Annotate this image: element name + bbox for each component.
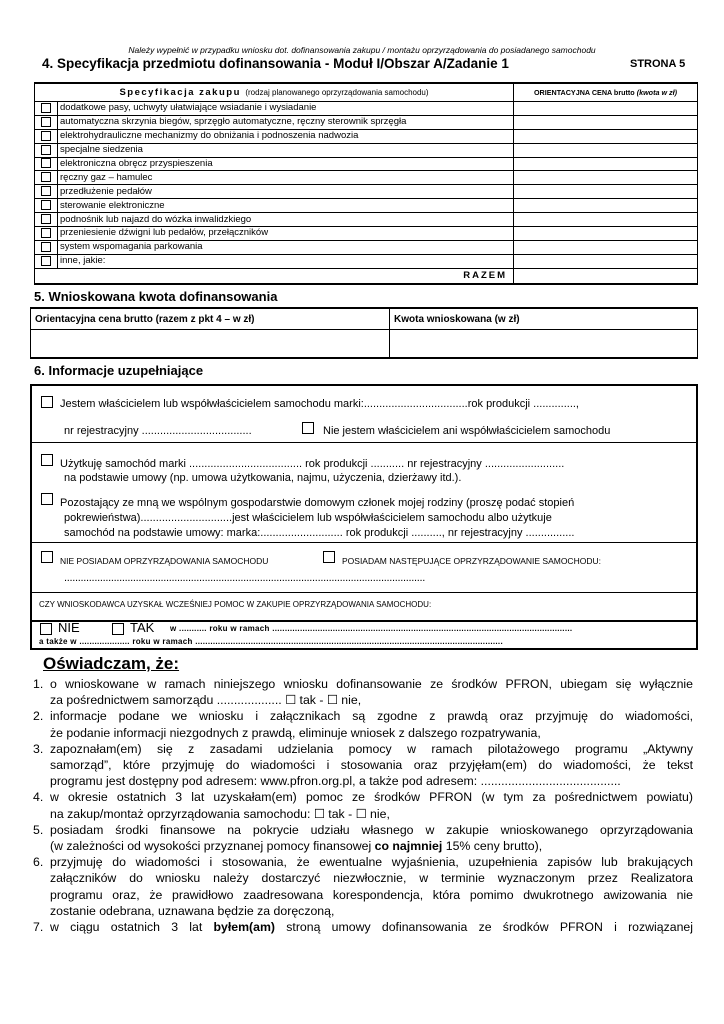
spec-item-label: elektrohydrauliczne mechanizmy do obniżania i podnoszenia nadwozia (58, 129, 514, 143)
spec-price-cell[interactable] (514, 115, 698, 129)
prior-yes-label: TAK (130, 620, 155, 635)
prior-yes-checkbox[interactable] (112, 623, 124, 635)
owner-line1: Jestem właścicielem lub współwłaścicielem samochodu marki:..................................rok produkcji .............., (60, 398, 579, 410)
spec-price-cell[interactable] (514, 199, 698, 213)
spec-col-header: Specyfikacja zakupu (rodzaj planowanego oprzyrządowania samochodu) (35, 83, 514, 102)
supplementary-info-box (30, 384, 698, 650)
spec-item-label: system wspomagania parkowania (58, 240, 514, 254)
checkbox[interactable] (41, 242, 51, 252)
section5-title: 5. Wnioskowana kwota dofinansowania (34, 289, 278, 304)
checkbox[interactable] (41, 200, 51, 210)
spec-item-label: specjalne siedzenia (58, 143, 514, 157)
declaration-item: 5. posiadam środki finansowe na pokrycie udziału własnego w zakupie wnioskowanego oprzyrządowania (w zależności od wysokości przyznanej pomocy finansowej co najmniej 15% ceny brutto), (33, 822, 693, 854)
spec-price-cell[interactable] (514, 254, 698, 268)
spec-checkbox-cell[interactable] (35, 199, 58, 213)
spec-price-cell[interactable] (514, 213, 698, 227)
spec-price-cell[interactable] (514, 157, 698, 171)
prior-line1[interactable]: w ........... roku w ramach ....................................................................................................................... (170, 624, 573, 633)
spec-item-label: automatyczna skrzynia biegów, sprzęgło automatyczne, ręczny sterownik sprzęgła (58, 115, 514, 129)
spec-table (34, 82, 698, 285)
spec-item-label: elektroniczna obręcz przyspieszenia (58, 157, 514, 171)
spec-item-label: przeniesienie dźwigni lub pedałów, przełączników (58, 227, 514, 241)
spec-item-label: przedłużenie pedałów (58, 185, 514, 199)
not-owner-checkbox[interactable] (302, 422, 314, 434)
spec-checkbox-cell[interactable] (35, 171, 58, 185)
section6-title: 6. Informacje uzupełniające (34, 363, 204, 378)
total-label: RAZEM (35, 268, 514, 284)
prior-line2[interactable]: a także w .................... roku w ramach .......................................................................................................................... (39, 637, 503, 646)
equipment-dotted-line[interactable]: ................................................................................................................................... (64, 572, 426, 584)
family-checkbox[interactable] (41, 493, 53, 505)
page-number: STRONA 5 (630, 58, 686, 70)
spec-checkbox-cell[interactable] (35, 102, 58, 116)
checkbox[interactable] (41, 131, 51, 141)
declaration-item: 7. w ciągu ostatnich 3 lat byłem(am) stroną umowy dofinansowania ze środków PFRON i rozwiązanej (33, 920, 693, 935)
spec-row (35, 199, 698, 213)
spec-row (35, 157, 698, 171)
requested-amount-cell[interactable] (390, 330, 698, 359)
spec-row (35, 115, 698, 129)
section4-title: 4. Specyfikacja przedmiotu dofinansowania - Moduł I/Obszar A/Zadanie 1 (42, 56, 509, 71)
spec-row (35, 213, 698, 227)
spec-price-cell[interactable] (514, 227, 698, 241)
total-value-cell[interactable] (514, 268, 698, 284)
spec-row (35, 102, 698, 116)
pfron-link[interactable]: www.pfron.org.pl (260, 774, 353, 789)
family-line2: pokrewieństwa)..............................jest właścicielem lub współwłaścicielem samochodu albo użytkuje (64, 512, 552, 524)
gross-price-header: Orientacyjna cena brutto (razem z pkt 4 – w zł) (31, 308, 390, 330)
not-owner-label: Nie jestem właścicielem ani współwłaścicielem samochodu (323, 425, 611, 437)
prior-no-checkbox[interactable] (40, 623, 52, 635)
user-line1: Użytkuję samochód marki ..................................... rok produkcji ........... nr rejestracyjny .......................... (60, 458, 565, 470)
declaration-title: Oświadczam, że: (43, 654, 180, 673)
declaration-item: 3. zapoznałam(em) się z zasadami udzielania pomocy w ramach pilotażowego programu „Aktywny samorząd”, które przyjmuję do wiadomości i stosowania oraz przyjęłam(em) do wiadomości, że tekst programu jest dostępny pod adresem: www.pfron.org.pl, a także pod adresem: ......................................... (33, 741, 693, 789)
checkbox[interactable] (41, 256, 51, 266)
family-line3: samochód na podstawie umowy: marka:........................... rok produkcji .........., nr rejestracyjny ................ (64, 527, 575, 539)
checkbox[interactable] (41, 172, 51, 182)
gross-price-cell[interactable] (31, 330, 390, 359)
amount-table (30, 307, 698, 359)
spec-price-cell[interactable] (514, 240, 698, 254)
spec-row (35, 227, 698, 241)
spec-price-cell[interactable] (514, 102, 698, 116)
spec-checkbox-cell[interactable] (35, 185, 58, 199)
spec-checkbox-cell[interactable] (35, 240, 58, 254)
checkbox[interactable] (41, 145, 51, 155)
spec-checkbox-cell[interactable] (35, 115, 58, 129)
family-line1: Pozostający ze mną we wspólnym gospodarstwie domowym członek mojej rodziny (proszę podać stopień (60, 497, 575, 509)
prior-help-question: CZY WNIOSKODAWCA UZYSKAŁ WCZEŚNIEJ POMOC W ZAKUPIE OPRZYRZĄDOWANIA SAMOCHODU: (39, 600, 432, 609)
spec-item-label: ręczny gaz – hamulec (58, 171, 514, 185)
spec-row (35, 185, 698, 199)
spec-item-label: inne, jakie: (58, 254, 514, 268)
has-equipment-label: POSIADAM NASTĘPUJĄCE OPRZYRZĄDOWANIE SAMOCHODU: (342, 556, 601, 566)
spec-checkbox-cell[interactable] (35, 157, 58, 171)
declaration-item: 4. w okresie ostatnich 3 lat uzyskałam(em) pomoc ze środków PFRON (w tym za pośrednictwem powiatu) na zakup/montaż oprzyrządowania samochodu: ☐ tak - ☐ nie, (33, 790, 693, 821)
spec-checkbox-cell[interactable] (35, 143, 58, 157)
price-col-header: ORIENTACYJNA CENA brutto (kwota w zł) (514, 83, 698, 102)
spec-price-cell[interactable] (514, 129, 698, 143)
declaration-item: 2. informacje podane we wniosku i załącznikach są zgodne z prawdą oraz przyjmuję do wiadomości, że podanie informacji niezgodnych z prawdą, eliminuje wniosek z dalszego rozpatrywania, (33, 709, 693, 740)
spec-row (35, 240, 698, 254)
has-equipment-checkbox[interactable] (323, 551, 335, 563)
spec-row (35, 254, 698, 268)
requested-amount-header: Kwota wnioskowana (w zł) (390, 308, 698, 330)
spec-checkbox-cell[interactable] (35, 227, 58, 241)
spec-item-label: podnośnik lub najazd do wózka inwalidzkiego (58, 213, 514, 227)
user-checkbox[interactable] (41, 454, 53, 466)
spec-item-label: sterowanie elektroniczne (58, 199, 514, 213)
spec-row (35, 143, 698, 157)
spec-row (35, 129, 698, 143)
checkbox[interactable] (41, 214, 51, 224)
user-line2: na podstawie umowy (np. umowa użytkowania, najmu, użyczenia, dzierżawy itd.). (64, 472, 462, 484)
spec-item-label: dodatkowe pasy, uchwyty ułatwiające wsiadanie i wysiadanie (58, 102, 514, 116)
no-equipment-checkbox[interactable] (41, 551, 53, 563)
spec-checkbox-cell[interactable] (35, 129, 58, 143)
spec-row (35, 171, 698, 185)
spec-price-cell[interactable] (514, 185, 698, 199)
prior-no-label: NIE (58, 620, 80, 635)
checkbox[interactable] (41, 186, 51, 196)
declaration-item: 1. o wnioskowane w ramach niniejszego wniosku dofinansowanie ze środków PFRON, ubiegam się wyłącznie za pośrednictwem samorządu ................... ☐ tak - ☐ nie, (33, 677, 693, 708)
checkbox[interactable] (41, 228, 51, 238)
owner-reg-line: nr rejestracyjny .................................... (64, 425, 252, 437)
declaration-item: 6. przyjmuję do wiadomości i stosowania, że ewentualne wyjaśnienia, uzupełnienia zapisów lub brakujących załączników do wniosku należy dostarczyć niezwłocznie, w terminie wyznaczonym przez Realizatora programu oraz, że prawidłowo zaadresowana korespondencja, która pomimo dwukrotnego awizowania nie zostanie odebrana, uznawana będzie za doręczoną, (33, 855, 693, 918)
checkbox[interactable] (41, 158, 51, 168)
owner-checkbox[interactable] (41, 396, 53, 408)
declaration-list (33, 676, 693, 935)
checkbox[interactable] (41, 117, 51, 127)
spec-checkbox-cell[interactable] (35, 254, 58, 268)
spec-price-cell[interactable] (514, 171, 698, 185)
no-equipment-label: NIE POSIADAM OPRZYRZĄDOWANIA SAMOCHODU (60, 556, 269, 566)
form-note: Należy wypełnić w przypadku wniosku dot. dofinansowania zakupu / montażu oprzyrządowania do posiadanego samochodu (128, 45, 596, 55)
checkbox[interactable] (41, 103, 51, 113)
spec-checkbox-cell[interactable] (35, 213, 58, 227)
spec-price-cell[interactable] (514, 143, 698, 157)
